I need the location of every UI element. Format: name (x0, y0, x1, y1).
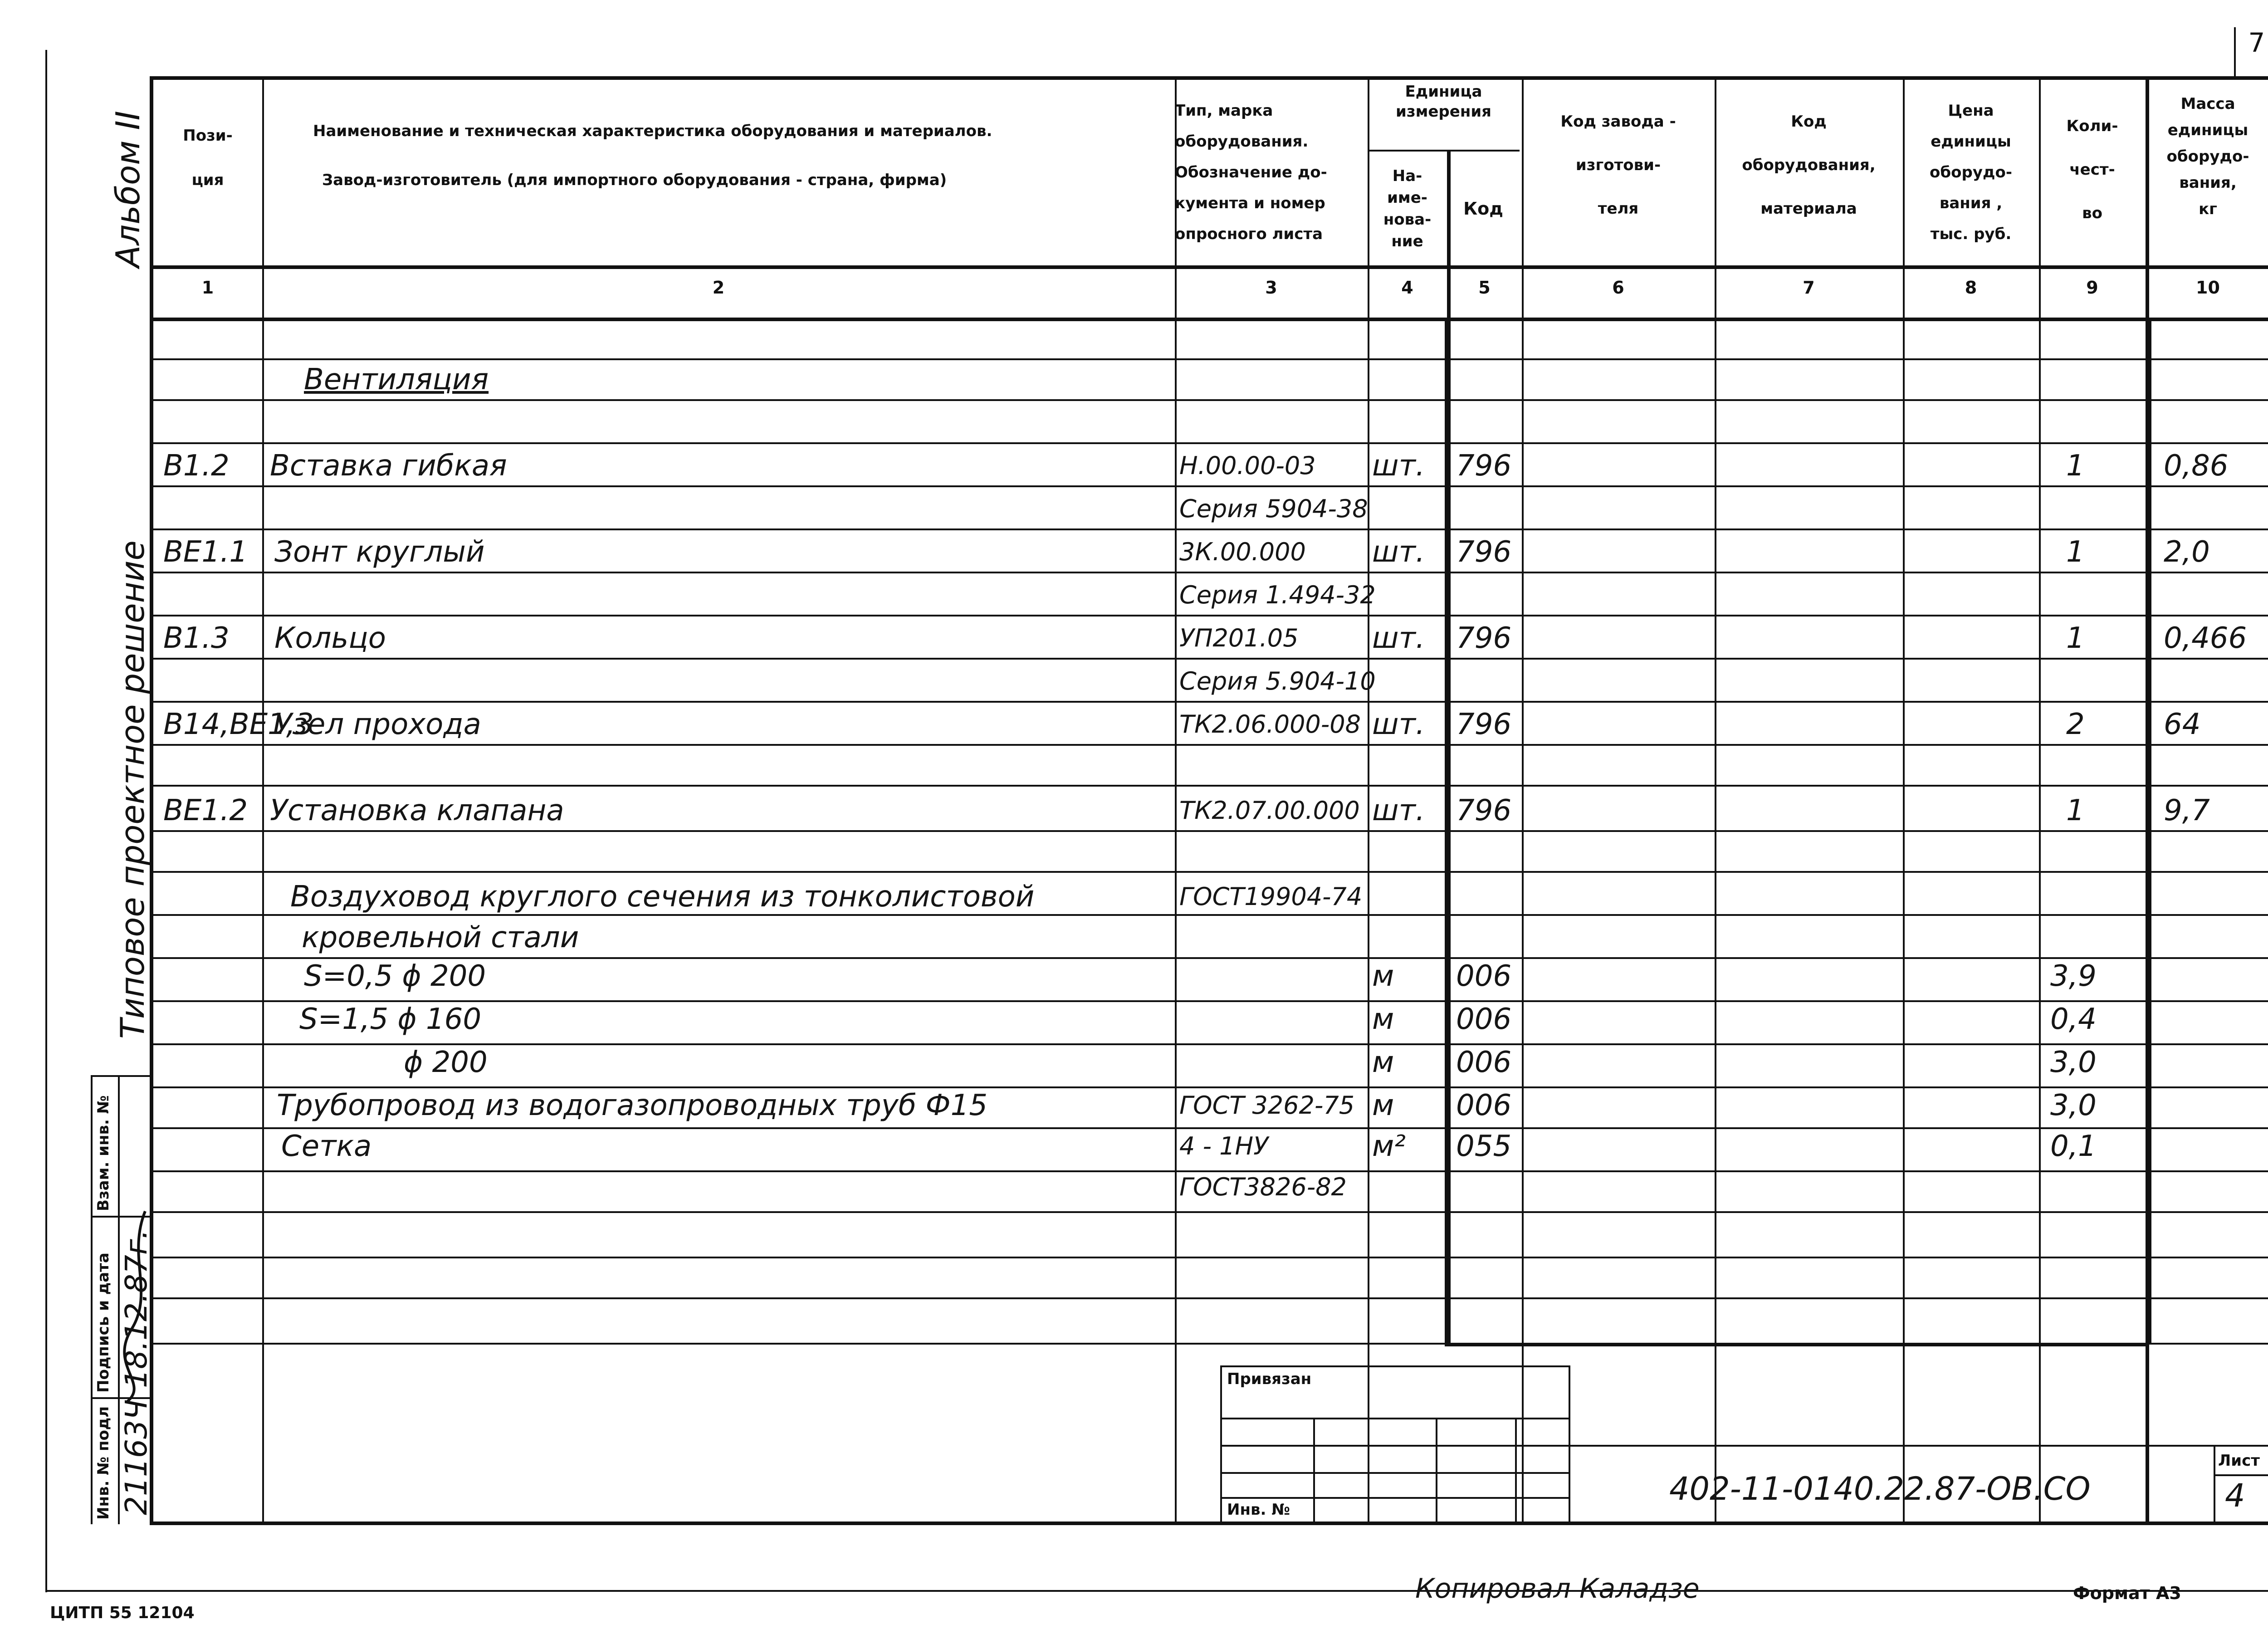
header-bottom-line (150, 265, 2268, 269)
row-line-10 (153, 744, 2268, 746)
sheet-box-mid-line (2214, 1474, 2268, 1476)
row-16-name: Сетка (281, 1130, 372, 1163)
row-line-22 (153, 1257, 2268, 1258)
row-line-16 (153, 1000, 2268, 1002)
row-4-name: Зонт круглый (274, 535, 485, 569)
col-factory-header: Код завода - изготови- теля (1560, 113, 1676, 218)
bound-top-line (1220, 1365, 1569, 1367)
row-12-unit: м (1372, 959, 1394, 993)
numbers-bottom-line (150, 318, 2268, 321)
row-15-qty: 3,0 (2050, 1089, 2097, 1122)
bound-line-4 (1220, 1497, 1569, 1499)
row-line-8 (153, 658, 2268, 660)
bound-line-3 (1220, 1472, 1569, 1474)
page-number-box (2234, 27, 2236, 76)
column-number-10: 10 (2196, 278, 2220, 298)
row-9-type: ТК2.07.00.000 (1179, 796, 1360, 825)
row-9-name: Установка клапана (270, 794, 564, 827)
row-17-type: ГОСТ3826-82 (1179, 1173, 1347, 1201)
col-qty-header: Коли- чест- во (2066, 117, 2118, 222)
sign-date-value: 18.12.87г. (119, 1229, 154, 1388)
row-9-unit: шт. (1372, 794, 1425, 827)
row-13-code: 006 (1456, 1003, 1512, 1036)
bound-vline-3 (1515, 1418, 1517, 1522)
left-binding-line (45, 50, 47, 1592)
row-9-mass: 9,7 (2164, 794, 2210, 827)
column-number-3: 3 (1265, 278, 1277, 298)
row-16-qty: 0,1 (2050, 1130, 2097, 1163)
row-8-qty: 2 (2066, 708, 2085, 741)
column-number-9: 9 (2086, 278, 2098, 298)
row-6-code: 796 (1456, 621, 1512, 655)
row-13-unit: м (1372, 1003, 1394, 1036)
row-2-pos: В1.2 (163, 449, 230, 483)
row-6-mass: 0,466 (2164, 621, 2247, 655)
designation: 402-11-0140.22.87-ОВ.СО (1669, 1470, 2091, 1507)
stamp-col-line-1 (91, 1075, 93, 1524)
row-4-type: 3К.00.000 (1179, 538, 1306, 566)
col-code-header: Код (1463, 199, 1503, 219)
col-unit-name-header: На- име- нова- ние (1383, 167, 1432, 250)
row-4-pos: ВЕ1.1 (163, 535, 248, 569)
row-6-unit: шт. (1372, 621, 1425, 655)
row-6-pos: В1.3 (163, 621, 230, 655)
sheet-value: 4 (2225, 1477, 2245, 1514)
row-line-9 (153, 701, 2268, 703)
row-8-unit: шт. (1372, 708, 1425, 741)
inv-podl-value: 21163Ч (119, 1399, 154, 1515)
format-label: Формат А3 (2073, 1583, 2181, 1603)
row-2-mass: 0,86 (2164, 449, 2229, 483)
row-line-3 (153, 442, 2268, 444)
data-region-bottom (1445, 1343, 2148, 1346)
row-12-code: 006 (1456, 959, 1512, 993)
printer-code: ЦИТП 55 12104 (50, 1604, 195, 1622)
row-14-qty: 3,0 (2050, 1046, 2097, 1079)
row-8-type: ТК2.06.000-08 (1179, 710, 1361, 739)
row-8-code: 796 (1456, 708, 1512, 741)
row-line-11 (153, 785, 2268, 787)
row-line-19 (153, 1127, 2268, 1129)
row-14-code: 006 (1456, 1046, 1512, 1079)
row-4-unit: шт. (1372, 535, 1425, 569)
row-16-type: 4 - 1НУ (1179, 1132, 1269, 1160)
col-type-header: Тип, марка оборудования. Обозначение до- кумента и номер опросного листа (1175, 102, 1327, 243)
row-line-15 (153, 957, 2268, 959)
row-10-name: Воздуховод круглого сечения из тонколистовой (290, 880, 1035, 914)
column-number-4: 4 (1401, 278, 1413, 298)
row-line-6 (153, 572, 2268, 573)
bound-label: Привязан (1227, 1370, 1312, 1388)
row-6-name: Кольцо (274, 621, 386, 655)
row-6-type: УП201.05 (1179, 624, 1299, 652)
row-line-21 (153, 1211, 2268, 1213)
bound-line-2 (1220, 1445, 1569, 1447)
sheet-label: Лист (2218, 1452, 2260, 1470)
row-line-1 (153, 358, 2268, 360)
row-9-code: 796 (1456, 794, 1512, 827)
row-9-pos: ВЕ1.2 (163, 794, 248, 827)
row-15-name: Трубопровод из водогазопроводных труб Ф15 (277, 1089, 988, 1122)
typical-solution-label: Типовое проектное решение (113, 540, 152, 1039)
row-line-5 (153, 528, 2268, 530)
row-2-name: Вставка гибкая (270, 449, 507, 483)
unit-subheader-line (1368, 150, 1520, 152)
row-5-type: Серия 1.494-32 (1179, 581, 1376, 609)
row-10-type: ГОСТ19904-74 (1179, 882, 1363, 911)
column-number-5: 5 (1478, 278, 1491, 298)
bound-vline-2 (1436, 1418, 1437, 1522)
row-line-23 (153, 1297, 2268, 1299)
row-16-unit: м² (1372, 1130, 1406, 1163)
row-15-code: 006 (1456, 1089, 1512, 1122)
table-top-border (150, 76, 2268, 80)
bound-vline-1 (1313, 1418, 1315, 1522)
row-2-qty: 1 (2066, 449, 2085, 483)
row-15-unit: м (1372, 1089, 1394, 1122)
row-13-qty: 0,4 (2050, 1003, 2097, 1036)
row-line-14 (153, 914, 2268, 916)
bottom-frame-line (45, 1590, 2268, 1592)
col-pos-header: Пози- ция (183, 127, 233, 189)
column-number-6: 6 (1612, 278, 1624, 298)
row-2-code: 796 (1456, 449, 1512, 483)
row-8-name: Узел прохода (274, 708, 481, 741)
row-line-17 (153, 1043, 2268, 1045)
signature-mark (118, 1202, 159, 1406)
row-14-name: ϕ 200 (404, 1046, 488, 1079)
row-3-type: Серия 5904-38 (1179, 494, 1368, 523)
row-line-2 (153, 399, 2268, 401)
vzam-inv-label: Взам. инв. № (94, 1095, 112, 1211)
row-4-mass: 2,0 (2164, 535, 2210, 569)
bound-line-1 (1220, 1418, 1569, 1419)
sign-date-label: Подпись и дата (94, 1252, 112, 1393)
row-line-4 (153, 485, 2268, 487)
column-number-7: 7 (1803, 278, 1815, 298)
row-16-code: 055 (1456, 1130, 1512, 1163)
row-line-18 (153, 1086, 2268, 1088)
row-2-unit: шт. (1372, 449, 1425, 483)
row-line-12 (153, 830, 2268, 832)
copied-by: Копировал Каладзе (1415, 1573, 1700, 1605)
row-4-qty: 1 (2066, 535, 2085, 569)
row-8-mass: 64 (2164, 708, 2201, 741)
row-line-13 (153, 871, 2268, 873)
column-number-1: 1 (201, 278, 214, 298)
col-equip-code-header: Код оборудования, материала (1742, 113, 1876, 218)
row-7-type: Серия 5.904-10 (1179, 667, 1376, 695)
column-number-2: 2 (712, 278, 725, 298)
row-4-code: 796 (1456, 535, 1512, 569)
bound-inv-label: Инв. № (1227, 1501, 1290, 1519)
row-12-name: S=0,5 ϕ 200 (304, 959, 486, 993)
table-bottom-border (150, 1521, 2268, 1525)
row-line-7 (153, 615, 2268, 616)
row-12-qty: 3,9 (2050, 959, 2097, 993)
row-13-name: S=1,5 ϕ 160 (299, 1003, 482, 1036)
row-8-pos: В14,ВЕ1,3 (163, 708, 314, 741)
sheet-box-line (2214, 1445, 2215, 1522)
col-price-header: Цена единицы оборудо- вания , тыс. руб. (1930, 102, 2012, 243)
inv-podl-label: Инв. № подл (94, 1406, 112, 1520)
row-1-name: Вентиляция (304, 363, 489, 396)
row-line-20 (153, 1170, 2268, 1172)
row-11-name: кровельной стали (302, 921, 579, 954)
row-14-unit: м (1372, 1046, 1394, 1079)
stamp-top-line (91, 1075, 150, 1077)
col-mass-header: Масса единицы оборудо- вания, кг (2166, 95, 2249, 218)
col-name-header: Наименование и техническая характеристика оборудования и материалов. Завод-изготовитель (для импортного оборудования - страна, фирма) (313, 122, 992, 189)
page-number: 7 (2248, 27, 2265, 58)
row-9-qty: 1 (2066, 794, 2085, 827)
row-6-qty: 1 (2066, 621, 2085, 655)
album-label: Альбом II (109, 111, 147, 268)
row-15-type: ГОСТ 3262-75 (1179, 1091, 1355, 1120)
designation-top-line (1569, 1445, 2268, 1447)
row-2-type: Н.00.00-03 (1179, 451, 1316, 480)
column-number-8: 8 (1965, 278, 1977, 298)
col-unit-header: Единица измерения (1396, 83, 1491, 121)
